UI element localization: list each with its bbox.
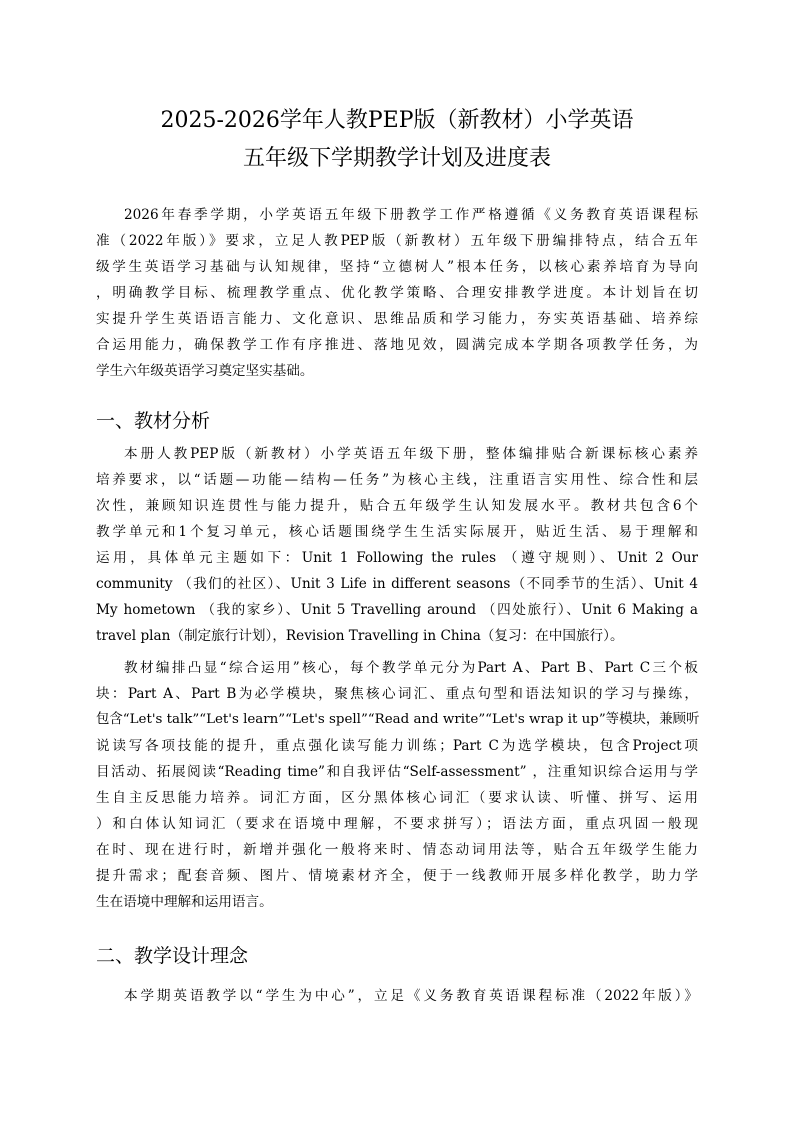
intro-line: 准（2022年版）》要求，立足人教PEP版（新教材）五年级下册编排特点，结合五年 bbox=[96, 233, 698, 249]
section1-para2-line: 教材编排凸显“综合运用”核心，每个教学单元分为Part A、Part B、Part C三个板 bbox=[124, 660, 698, 676]
section1-para2-line: 目活动、拓展阅读“Reading time”和自我评估“Self-assessment” ，注重知识综合运用与学 bbox=[96, 764, 698, 780]
section1-para1-line: 教学单元和1个复习单元，核心话题围绕学生生活实际展开，贴近生活、易于理解和 bbox=[96, 524, 698, 540]
document-title-line-2: 五年级下学期教学计划及进度表 bbox=[242, 146, 551, 171]
intro-line: 级学生英语学习基础与认知规律，坚持“立德树人”根本任务，以核心素养培育为导向 bbox=[96, 259, 698, 275]
section1-para2-line: ）和白体认知词汇（要求在语境中理解，不要求拼写）；语法方面，重点巩固一般现 bbox=[96, 816, 698, 832]
section1-para1-line: 培养要求，以“话题—功能—结构—任务”为核心主线，注重语言实用性、综合性和层 bbox=[96, 472, 698, 488]
section1-para1-line: My hometown （我的家乡）、Unit 5 Travelling around （四处旅行）、Unit 6 Making a bbox=[96, 602, 698, 618]
section1-para1-line: 本册人教PEP版（新教材）小学英语五年级下册，整体编排贴合新课标核心素养 bbox=[124, 446, 698, 462]
section1-para2-line: 提升需求；配套音频、图片、情境素材齐全，便于一线教师开展多样化教学，助力学 bbox=[96, 868, 698, 884]
intro-line: 合运用能力，确保教学工作有序推进、落地见效，圆满完成本学期各项教学任务，为 bbox=[96, 337, 698, 353]
intro-line: ，明确教学目标、梳理教学重点、优化教学策略、合理安排教学进度。本计划旨在切 bbox=[96, 285, 698, 301]
intro-line: 学生六年级英语学习奠定坚实基础。 bbox=[96, 363, 314, 379]
section-heading-design-philosophy: 二、教学设计理念 bbox=[96, 945, 249, 967]
section1-para1-line: community （我们的社区）、Unit 3 Life in different seasons（不同季节的生活）、Unit 4 bbox=[96, 576, 698, 592]
intro-line: 2026年春季学期，小学英语五年级下册教学工作严格遵循《义务教育英语课程标 bbox=[124, 207, 698, 223]
section1-para2-line: 生自主反思能力培养。词汇方面，区分黑体核心词汇（要求认读、听懂、拼写、运用 bbox=[96, 790, 698, 806]
section-heading-textbook-analysis: 一、教材分析 bbox=[96, 410, 211, 432]
section1-para2-line: 说读写各项技能的提升，重点强化读写能力训练；Part C为选学模块，包含Project项 bbox=[96, 738, 698, 754]
section1-para1-line: 次性，兼顾知识连贯性与能力提升，贴合五年级学生认知发展水平。教材共包含6个 bbox=[96, 498, 698, 514]
section1-para1-line: travel plan（制定旅行计划），Revision Travelling in China（复习：在中国旅行）。 bbox=[96, 628, 624, 644]
section1-para1-line: 运用，具体单元主题如下：Unit 1 Following the rules （遵守规则）、Unit 2 Our bbox=[96, 550, 698, 566]
section2-line: 本学期英语教学以“学生为中心”，立足《义务教育英语课程标准（2022年版）》 bbox=[124, 988, 698, 1004]
section1-para2-line: 在时、现在进行时，新增并强化一般将来时、情态动词用法等，贴合五年级学生能力 bbox=[96, 842, 698, 858]
section1-para2-line: 块：Part A、Part B为必学模块，聚焦核心词汇、重点句型和语法知识的学习与操练， bbox=[96, 686, 698, 702]
document-title-line-1: 2025-2026学年人教PEP版（新教材）小学英语 bbox=[160, 108, 634, 133]
section1-para2-line: 生在语境中理解和运用语言。 bbox=[96, 894, 273, 910]
section1-para2-line: 包含“Let's talk”“Let's learn”“Let's spell”“Read and write”“Let's wrap it up”等模块，兼顾听 bbox=[96, 712, 700, 727]
intro-line: 实提升学生英语语言能力、文化意识、思维品质和学习能力，夯实英语基础、培养综 bbox=[96, 311, 698, 327]
